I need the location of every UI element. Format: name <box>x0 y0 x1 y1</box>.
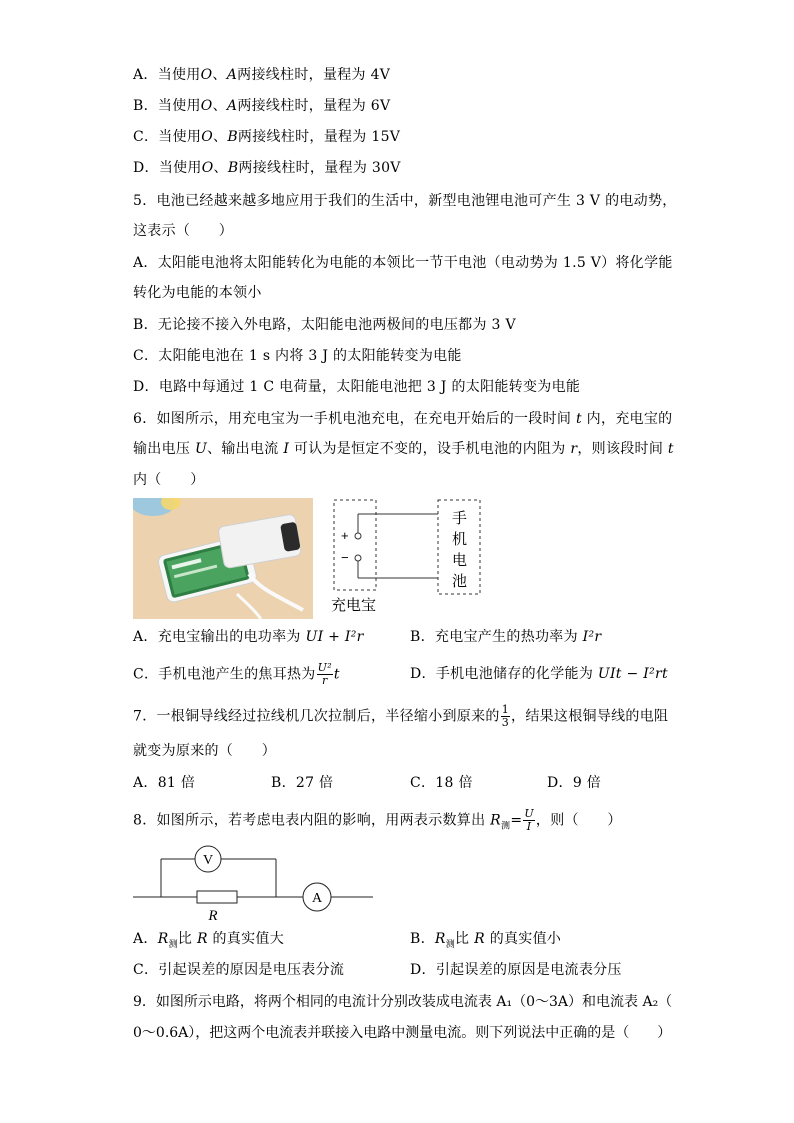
q5-stem-line-2: 这表示（ ） <box>133 223 234 239</box>
charging-circuit-diagram <box>326 496 486 618</box>
q5-option-d: D．电路中每通过 1 C 电荷量，太阳能电池把 3 J 的太阳能转变为电能 <box>133 379 581 395</box>
q8-option-d: D．引起误差的原因是电流表分压 <box>410 962 622 978</box>
q8-option-c: C．引起误差的原因是电压表分流 <box>133 962 345 978</box>
q6-stem-line-2: 输出电压 U、输出电流 I 可认为是恒定不变的，设手机电池的内阻为 r，则该段时间 t <box>133 441 674 457</box>
resistor-label: R <box>208 908 218 924</box>
q5-option-c: C．太阳能电池在 1 s 内将 3 J 的太阳能转变为电能 <box>133 348 462 364</box>
positive-terminal <box>355 533 361 539</box>
q7-stem-line-2: 就变为原来的（ ） <box>133 743 276 759</box>
power-bank-label: 充电宝 <box>331 597 377 614</box>
q6-option-d: D．手机电池储存的化学能为 UIt − I²rt <box>410 666 668 682</box>
q5-stem-line-1: 5．电池已经越来越多地应用于我们的生活中，新型电池锂电池可产生 3 V 的电动势， <box>133 193 677 209</box>
q5-option-a-line-2: 转化为电能的本领小 <box>133 285 262 301</box>
q7-option-c: C．18 倍 <box>410 775 473 791</box>
phone-battery-char-1: 手 <box>452 510 468 527</box>
q7-option-d: D．9 倍 <box>547 775 602 791</box>
q8-option-b: B．$R_测$比 R 的真实值小 <box>410 931 562 950</box>
phone-battery-char-2: 机 <box>452 531 468 548</box>
voltmeter-label: V <box>202 853 214 868</box>
q9-stem-line-1: 9．如图所示电路，将两个相同的电流计分别改装成电流表 A₁（0～3A）和电流表 A₂（ <box>133 994 673 1010</box>
q8-stem: 8．如图所示，若考虑电表内阻的影响，用两表示数算出 $R_测=$ $\frac{U}{I}$ ，则（ ） <box>133 807 622 833</box>
q6-option-b: B．充电宝产生的热功率为 I²r <box>410 629 602 645</box>
ammeter-label: A <box>311 891 323 906</box>
q6-option-a: A．充电宝输出的电功率为 UI + I²r <box>133 629 364 645</box>
q7-option-b: B．27 倍 <box>271 775 334 791</box>
q8-fraction: $\frac{U}{I}$ <box>524 807 534 833</box>
q8-option-a: A．$R_测$比 R 的真实值大 <box>133 931 285 950</box>
q6-c-fraction: $\frac{\text{U²}}{r}$ <box>317 661 332 687</box>
q4-option-b: B．当使用O、A两接线柱时，量程为 6V <box>133 98 391 114</box>
minus-sign: − <box>341 550 349 565</box>
q6-stem-line-1: 6．如图所示，用充电宝为一手机电池充电，在充电开始后的一段时间 t 内，充电宝的 <box>133 411 673 427</box>
q6-stem-line-3: 内（ ） <box>133 472 205 488</box>
q4-option-a: A．当使用O、A两接线柱时，量程为 4V <box>133 67 391 83</box>
resistor-symbol <box>197 891 237 903</box>
q9-stem-line-2: 0～0.6A），把这两个电流表并联接入电路中测量电流。则下列说法中正确的是（ ） <box>133 1025 672 1041</box>
q7-stem-line-1: 7．一根铜导线经过拉线机几次拉制后，半径缩小到原来的 $\frac{1}{3}$ ，结果这根铜导线的电阻 <box>133 703 669 729</box>
power-bank-photo <box>133 498 313 619</box>
q7-option-a: A．81 倍 <box>133 775 196 791</box>
negative-terminal <box>355 555 361 561</box>
q6-option-c: C．手机电池产生的焦耳热为 $\frac{\text{U²}}{r}$ t <box>133 661 340 687</box>
q7-fraction: $\frac{1}{3}$ <box>501 703 510 729</box>
phone-battery-char-4: 池 <box>452 573 468 590</box>
plus-sign: + <box>341 528 349 543</box>
voltmeter-ammeter-circuit <box>133 840 373 926</box>
q4-option-d: D．当使用O、B两接线柱时，量程为 30V <box>133 160 401 176</box>
q5-option-b: B．无论接不接入外电路，太阳能电池两极间的电压都为 3 V <box>133 317 516 333</box>
q4-option-c: C．当使用O、B两接线柱时，量程为 15V <box>133 129 401 145</box>
phone-battery-char-3: 电 <box>452 552 468 569</box>
q5-option-a-line-1: A．太阳能电池将太阳能转化为电能的本领比一节干电池（电动势为 1.5 V）将化学能 <box>133 255 673 271</box>
